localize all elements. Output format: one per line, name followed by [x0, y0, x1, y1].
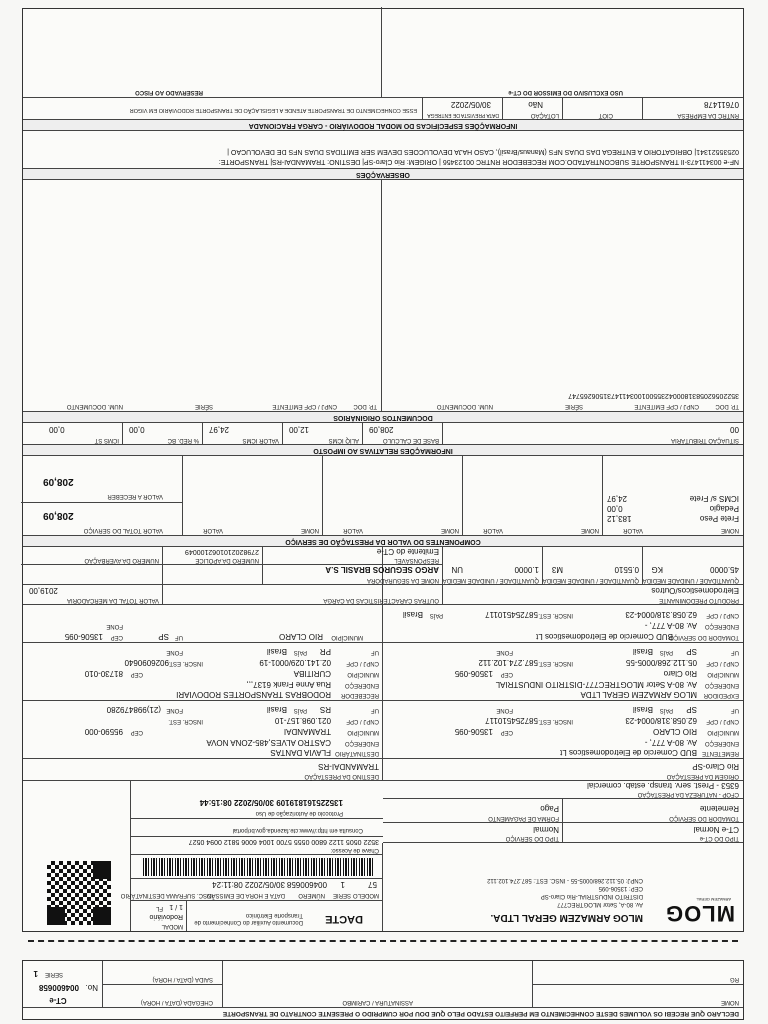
qtd-2: 0.5510: [614, 565, 639, 574]
receipt-chegada-label: CHEGADA (DATA / HORA): [140, 999, 213, 1005]
destinatario-municipio: TRAMANDAI: [283, 727, 331, 736]
aliq-label: ALÍQ ICMS: [328, 437, 359, 443]
remetente-title: REMETENTE: [701, 750, 739, 756]
valor-icms-value: 24,97: [209, 425, 230, 434]
destinatario-cep: 95590-000: [84, 727, 123, 736]
componentes-band: [23, 535, 743, 547]
documentos-title: DOCUMENTOS ORIGINÁRIOS: [333, 414, 433, 421]
qtd-1: 45.0000: [710, 565, 739, 574]
recebedor-endereco: Rua Anne Frank 6137,,,: [246, 680, 331, 689]
modal-title: INFORMAÇÕES ESPECÍFICAS DO MODAL RODOVIÁRIO - CARGA FRACIONADA: [248, 122, 518, 129]
uso-exclusivo-label: USO EXCLUSIVO DO EMISSOR DO CT-e: [508, 89, 623, 95]
destinatario-cnpj-label: CNPJ / CPF: [346, 718, 379, 724]
comp-row-2-nome: Pedagio: [709, 504, 739, 513]
comp-valor-label: VALOR: [623, 527, 643, 533]
tipo-cte-value: CT-e Normal: [693, 825, 739, 834]
expedidor-pais-label: PAÍS: [659, 649, 673, 655]
company-address-1: Av. 80-A, Setor MLOGTREC777: [557, 901, 643, 907]
modelo-label: MODELO: [352, 892, 379, 898]
comp-row-3-nome: ICMS s/ Frete: [689, 494, 739, 503]
recebedor-ie-label: INSCR. EST.: [168, 660, 203, 666]
receipt-stub: [22, 960, 744, 1020]
comp-nome-label-4: NOME: [301, 527, 319, 533]
un-1: KG: [651, 565, 663, 574]
expedidor-ie-label: INSCR. EST.: [538, 660, 573, 666]
remetente-endereco: Av. 80-A 777, -: [644, 738, 697, 747]
doc-cnpj-label-2: CNPJ / CPF EMITENTE: [272, 403, 337, 409]
recebedor-pais: Brasil: [266, 647, 287, 656]
qtd-label-2: QUANTIDADE / UNIDADE MEDIDA: [542, 577, 639, 583]
receipt-serie: 1: [33, 969, 38, 978]
comp-valor-label-4: VALOR: [203, 527, 223, 533]
destinatario-title: DESTINATÁRIO: [335, 750, 379, 756]
doc-tp-label: TP. DOC: [715, 403, 739, 409]
reservado-fisco-label: RESERVADO AO FISCO: [135, 89, 203, 95]
receipt-saida-label: SAIDA (DATA / HORA): [152, 976, 213, 982]
tomador-cep: 13506-095: [64, 632, 103, 641]
base-label: BASE DE CÁLCULO: [382, 437, 439, 443]
tomador-cep-label: CEP: [110, 634, 123, 640]
recebedor-block: [21, 643, 383, 701]
expedidor-cep: 13506-095: [454, 669, 493, 678]
expedidor-cnpj: 05.112.268/0005-55: [625, 658, 697, 667]
expedidor-uf-label: UF: [731, 649, 739, 655]
receipt-nome-label: NOME: [721, 999, 739, 1005]
tomador-municipio-label: MUNICÍPIO: [331, 634, 363, 640]
doc-cnpj-label: CNPJ / CPF EMITENTE: [634, 403, 699, 409]
destinatario-endereco: CASTRO ALVES,485-ZONA NOVA: [206, 738, 331, 747]
remetente-cep: 13506-095: [454, 727, 493, 736]
tomador-block: [21, 607, 743, 643]
tomador-pais-label: PAÍS: [429, 612, 443, 618]
aliq-value: 12,00: [289, 425, 310, 434]
logo-subtext: ARMAZEM GERAL: [696, 897, 731, 902]
tomador-ie-label: INSCR. EST.: [538, 612, 573, 618]
imposto-band: [23, 444, 743, 456]
remetente-cnpj: 62.058.318/0004-23: [625, 716, 697, 725]
remetente-block: [383, 701, 743, 759]
responsavel-label: RESPONSÁVEL: [394, 557, 439, 563]
expedidor-cep-label: CEP: [500, 671, 513, 677]
destinatario-cep-label: CEP: [130, 729, 143, 735]
emissao-value: 30/05/2022 08:11:24: [212, 880, 285, 889]
observacoes-band: [23, 168, 743, 180]
receipt-serie-label: SERIE: [44, 971, 63, 977]
tomador-name: BUD Comercio de Eletrodomesticos Lt: [536, 632, 673, 641]
doc-num-label-2: NUM. DOCUMENTO: [66, 403, 123, 409]
comp-valor-label-2: VALOR: [483, 527, 503, 533]
tipo-cte-label: TIPO DO CT-e: [699, 835, 739, 841]
remetente-municipio-label: MUNICÍPIO: [707, 729, 739, 735]
tomador-title: TOMADOR DO SERVIÇO: [669, 634, 739, 640]
destinatario-fone: (21)998479280: [106, 705, 161, 714]
doc-aux-text: Documento Auxiliar do Conhecimento de Transporte Eletrônico: [194, 912, 303, 925]
chave-label: Chave de Acesso:: [330, 847, 379, 853]
valor-mercadoria: 2019,00: [29, 586, 58, 595]
remetente-pais: Brasil: [632, 705, 653, 714]
recebedor-cnpj-label: CNPJ / CPF: [346, 660, 379, 666]
receipt-rg-label: RG: [730, 976, 739, 982]
modal-value: Rodoviário: [149, 913, 183, 920]
doc-serie-label: SÉRIE: [564, 403, 583, 409]
un-2: M3: [551, 565, 563, 574]
modal-label: MODAL: [161, 923, 183, 929]
qr-code: [47, 861, 111, 925]
destinatario-cnpj: 021.098.157-10: [274, 716, 331, 725]
recebedor-uf-label: UF: [371, 649, 379, 655]
doc-serie-label-2: SÉRIE: [194, 403, 213, 409]
cfop-label: CFOP - NATUREZA DA PRESTAÇÃO: [637, 791, 739, 797]
remetente-fone-label: FONE: [496, 707, 513, 713]
comp-row-1-valor: 183,12: [607, 514, 632, 523]
qtd-3: 1.0000: [514, 565, 539, 574]
recebedor-endereco-label: ENDEREÇO: [344, 682, 379, 688]
forma-pag-value: Pago: [540, 804, 559, 813]
obs-line-2: 02535521341| OBRIGATORIO A ENTREGA DAS DUAS NFS (Manaus/Brasil), CASO HAJA DEVOLUCOES DEVEM SER EMITIDAS DUAS NFS DE DEVOLUCAO |: [227, 148, 739, 155]
rntrc-value: 07611478: [704, 100, 739, 109]
previsao-label: DATA PREVISTA DE ENTREGA: [427, 112, 499, 118]
recebedor-pais-label: PAÍS: [293, 649, 307, 655]
apolice-value: 2798202101062100049: [185, 548, 259, 555]
recebedor-ie: 9026090640: [124, 658, 169, 667]
expedidor-ie: 587.274.102.112: [478, 658, 538, 667]
red-label: % RED. BC: [167, 437, 199, 443]
un-3: UN: [451, 565, 463, 574]
destinatario-uf-label: UF: [371, 707, 379, 713]
main-form: [22, 8, 744, 932]
recebedor-cep: 81730-010: [84, 669, 123, 678]
ciot-label: CIOT: [598, 112, 613, 118]
imposto-title: INFORMAÇÕES RELATIVAS AO IMPOSTO: [313, 447, 453, 454]
red-value: 0,00: [129, 425, 145, 434]
barcode: [141, 858, 373, 876]
total-servico: 208,09: [43, 510, 74, 521]
recebedor-name: RODOBRAS TRANSPORTES RODOVIARI: [176, 690, 331, 699]
comp-valor-label-3: VALOR: [343, 527, 363, 533]
tomador-pais: Brasil: [402, 610, 423, 619]
produto-value: Eletrodomesticos/Outros: [651, 586, 739, 595]
receipt-no-label: No.: [85, 983, 98, 992]
expedidor-name: MLOG ARMAZEM GERAL LTDA: [580, 690, 697, 699]
valor-mercadoria-label: VALOR TOTAL DA MERCADORIA: [66, 597, 159, 603]
lotacao-value: Não: [528, 100, 543, 109]
remetente-cnpj-label: CNPJ / CPF: [706, 718, 739, 724]
doc-tp-label-2: TP. DOC: [353, 403, 377, 409]
documentos-band: [23, 411, 743, 423]
destino-value: TRAMANDAI-RS: [318, 762, 379, 771]
recebedor-municipio: CURITIBA: [293, 669, 331, 678]
receipt-assinatura-label: ASSINATURA / CARIMBO: [342, 999, 413, 1005]
origem-label: ORIGEM DA PRESTAÇÃO: [666, 773, 739, 779]
origem-value: Rio Claro-SP: [692, 762, 739, 771]
company-cep: CEP: 13506-095: [598, 885, 643, 891]
legislacao-text: ESSE CONHECIMENTO DE TRANSPORTE ATENDE A LEGISLAÇÃO DE TRANSPORTE RODOVIÁRIO EM VIGOR: [129, 107, 417, 113]
expedidor-cnpj-label: CNPJ / CPF: [706, 660, 739, 666]
serie-label: SERIE: [332, 892, 351, 898]
remetente-uf: SP: [686, 705, 697, 714]
apolice-label: NÚMERO DA APÓLICE: [195, 557, 259, 563]
recebedor-municipio-label: MUNICÍPIO: [347, 671, 379, 677]
expedidor-endereco-label: ENDEREÇO: [704, 682, 739, 688]
destinatario-uf: RS: [319, 705, 331, 714]
comp-row-2-valor: 0,00: [607, 504, 623, 513]
suframa-label: INSC. SUFRAMA DESTINATÁRIO: [120, 892, 213, 898]
serie-value: 1: [340, 880, 345, 889]
protocolo-value: 135225161819109 30/05/2022 08:15:44: [199, 798, 343, 807]
recebedor-title: RECEBEDOR: [340, 692, 379, 698]
comp-nome-label-3: NOME: [441, 527, 459, 533]
remetente-pais-label: PAÍS: [659, 707, 673, 713]
observacoes-title: OBSERVAÇÕES: [356, 171, 410, 178]
valor-receber: 208,09: [43, 476, 74, 487]
receipt-cte-number: 004600658: [38, 983, 79, 992]
expedidor-municipio: Rio Claro: [663, 669, 697, 678]
qtd-label-3: QUANTIDADE / UNIDADE MEDIDA: [442, 577, 539, 583]
tomador-endereco: Av. 80-A 777, -: [644, 621, 697, 630]
valor-icms-label: VALOR ICMS: [242, 437, 279, 443]
expedidor-block: [383, 643, 743, 701]
expedidor-uf: SP: [686, 647, 697, 656]
consulta-text: Consulta em http://www.cte.fazenda.gov.br/portal: [232, 827, 363, 833]
tomador-cnpj: 62.058.318/0004-23: [625, 610, 697, 619]
tomador-label: TOMADOR DO SERVIÇO: [669, 815, 739, 821]
st-label: ICMS ST: [94, 437, 119, 443]
doc-num-label: NUM. DOCUMENTO: [436, 403, 493, 409]
expedidor-pais: Brasil: [632, 647, 653, 656]
destinatario-pais: Brasil: [266, 705, 287, 714]
componentes-title: COMPONENTES DO VALOR DA PRESTAÇÃO DE SERVIÇO: [285, 538, 481, 545]
doc-chave: 35220562058318000423550010034114731506265747: [568, 392, 739, 399]
seguradora-label: NOME DA SEGURADORA: [366, 577, 439, 583]
comp-nome-label: NOME: [721, 527, 739, 533]
company-address-2: DISTRITO INDUSTRIAL-Rio Claro-SP: [540, 893, 643, 899]
logo-text: MLOG: [665, 901, 735, 926]
receipt-cte-label: CT-e: [49, 996, 67, 1005]
dacte-title: DACTE: [325, 913, 363, 925]
st-value: 0,00: [49, 425, 65, 434]
destino-label: DESTINO DA PRESTAÇÃO: [304, 773, 379, 779]
comp-nome-label-2: NOME: [581, 527, 599, 533]
protocolo-label: Protocolo de Autorização de Uso: [255, 810, 343, 816]
expedidor-fone-label: FONE: [496, 649, 513, 655]
tipo-servico-value: Normal: [533, 825, 559, 834]
situacao-label: SITUAÇÃO TRIBUTÁRIA: [671, 437, 739, 443]
recebedor-fone-label: FONE: [166, 649, 183, 655]
rntrc-label: RNTRC DA EMPRESA: [677, 112, 739, 118]
recebedor-cnpj: 02.141.029/0001-19: [259, 658, 331, 667]
destinatario-fone-label: FONE: [166, 707, 183, 713]
destinatario-pais-label: PAÍS: [293, 707, 307, 713]
remetente-ie: 587254510117: [485, 716, 538, 725]
remetente-municipio: RIO CLARO: [652, 727, 697, 736]
produto-label: PRODUTO PREDOMINANTE: [659, 597, 739, 603]
comp-row-1-nome: Frete Peso: [699, 514, 739, 523]
remetente-endereco-label: ENDEREÇO: [704, 740, 739, 746]
remetente-ie-label: INSCR. EST.: [538, 718, 573, 724]
modal-band: [23, 119, 743, 131]
company-name: MLOG ARMAZEM GERAL LTDA.: [490, 912, 643, 923]
comp-row-3-valor: 24,97: [607, 494, 628, 503]
forma-pag-label: FORMA DE PAGAMENTO: [488, 815, 559, 821]
qtd-label-1: QUANTIDADE / UNIDADE MEDIDA: [642, 577, 739, 583]
tomador-value: Remetente: [699, 804, 739, 813]
base-value: 208,09: [369, 425, 394, 434]
fl-value: 1 / 1: [169, 903, 183, 910]
tomador-fone-label: FONE: [106, 623, 123, 629]
destinatario-block: [21, 701, 383, 759]
destinatario-ie-label: INSCR. EST.: [168, 718, 203, 724]
previsao-value: 30/05/2022: [450, 100, 491, 109]
valor-receber-label: VALOR A RECEBER: [107, 493, 163, 499]
chave-value: 3522 0505 1122 6800 0555 5700 1004 6006 5812 0094 0527: [188, 838, 379, 845]
emissao-label: DATA E HORA DE EMISSÃO: [206, 892, 285, 898]
numero-value: 004600658: [286, 880, 327, 889]
receipt-declaration: DECLARO QUE RECEBI OS VOLUMES DESTE CONHECIMENTO EM PERFEITO ESTADO PELO QUE DOU POR CUMPRIDO O PRESENTE CONTRATO DE TRANSPORTE: [222, 1010, 739, 1017]
fl-label: FL: [155, 905, 163, 911]
remetente-cep-label: CEP: [500, 729, 513, 735]
tomador-uf-label: UF: [175, 634, 183, 640]
tomador-endereco-label: ENDEREÇO: [704, 623, 739, 629]
company-cnpj: CNPJ: 05.112.268/0005-55 - INSC. EST.: 587.274.102.112: [487, 877, 643, 883]
total-servico-label: VALOR TOTAL DO SERVIÇO: [83, 527, 163, 533]
numero-label: NÚMERO: [298, 892, 325, 898]
averbacao-label: NÚMERO DA AVERBAÇÃO: [84, 557, 159, 563]
tipo-servico-label: TIPO DO SERVIÇO: [505, 835, 559, 841]
seguradora-value: ARGO SEGUROS BRASIL S.A: [325, 565, 439, 574]
recebedor-uf: PR: [319, 647, 331, 656]
expedidor-municipio-label: MUNICÍPIO: [707, 671, 739, 677]
remetente-uf-label: UF: [731, 707, 739, 713]
expedidor-endereco: Av. 80-A Setor MLOGTREC777-DISTRITO INDUSTRIAL: [495, 680, 697, 689]
tomador-ie: 587254510117: [485, 610, 538, 619]
expedidor-title: EXPEDIDOR: [703, 692, 739, 698]
lotacao-label: LOTAÇÃO: [530, 112, 559, 118]
outras-label: OUTRAS CARACTERÍSTICAS DA CARGA: [323, 597, 439, 603]
remetente-name: BUD Comercio de Eletrodomesticos Lt: [560, 748, 697, 757]
situacao-value: 00: [730, 425, 739, 434]
tomador-municipio: RIO CLARO: [278, 632, 323, 641]
obs-line-1: NF-e 003411473-II TRANSPORTE SUBCONTRATADO.COM RECEBEDOR RNTRC 00123456 | ORIGEM: Rio Claro-SP| DESTINO: TRAMANDAI-RS| TRANSPORTE:: [218, 158, 739, 165]
tomador-uf: SP: [158, 632, 169, 641]
destinatario-municipio-label: MUNICÍPIO: [347, 729, 379, 735]
modelo-value: 57: [368, 880, 377, 889]
recebedor-cep-label: CEP: [130, 671, 143, 677]
destinatario-name: FLAVIA DANTAS: [270, 748, 331, 757]
company-logo: [655, 895, 735, 925]
destinatario-endereco-label: ENDEREÇO: [344, 740, 379, 746]
cut-line: [28, 940, 738, 942]
responsavel-value: Emitente do CT-e: [376, 547, 439, 556]
cfop-value: 6353 - Prest. serv. transp. estab. comercial: [587, 781, 739, 790]
tomador-cnpj-label: CNPJ / CPF: [706, 612, 739, 618]
